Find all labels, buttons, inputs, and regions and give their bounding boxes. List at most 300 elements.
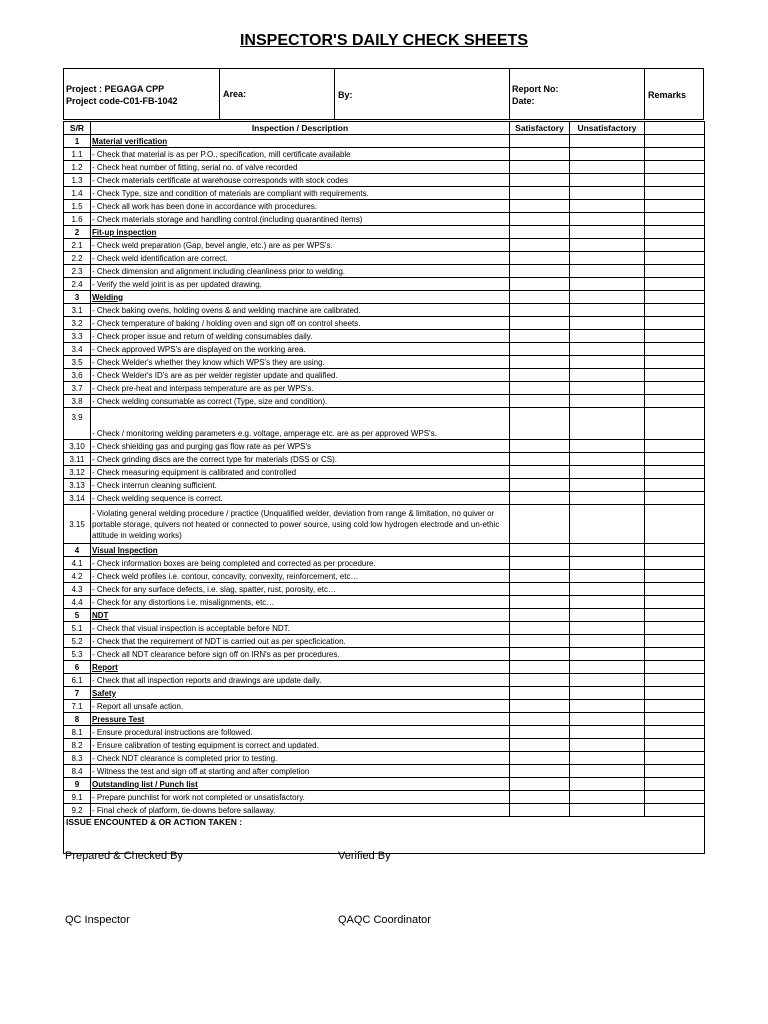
row-number: 3.5: [64, 356, 91, 369]
row-number: 2: [64, 226, 91, 239]
unsatisfactory-cell[interactable]: [570, 492, 645, 505]
remarks-cell[interactable]: [645, 674, 705, 687]
row-number: 2.1: [64, 239, 91, 252]
table-row: [64, 148, 705, 161]
unsatisfactory-cell[interactable]: [570, 739, 645, 752]
remarks-cell[interactable]: [645, 622, 705, 635]
remarks-cell[interactable]: [645, 226, 705, 239]
satisfactory-cell[interactable]: [510, 570, 570, 583]
satisfactory-cell[interactable]: [510, 265, 570, 278]
row-description: - Check all NDT clearance before sign off on IRN's as per procedures.: [91, 648, 510, 661]
unsatisfactory-cell[interactable]: [570, 674, 645, 687]
satisfactory-cell[interactable]: [510, 213, 570, 226]
table-row: [64, 791, 705, 804]
row-description: - Check dimension and alignment including cleanliness prior to welding.: [91, 265, 510, 278]
header-block: [63, 68, 704, 120]
row-number: 3.9: [64, 408, 91, 440]
row-description: - Check all work has been done in accordance with procedures.: [91, 200, 510, 213]
section-title-cell: [91, 291, 510, 304]
row-number: 9.1: [64, 791, 91, 804]
remarks-cell[interactable]: [645, 479, 705, 492]
remarks-cell[interactable]: [645, 440, 705, 453]
row-number: 4.4: [64, 596, 91, 609]
remarks-cell[interactable]: [645, 492, 705, 505]
unsatisfactory-cell[interactable]: [570, 713, 645, 726]
unsatisfactory-cell[interactable]: [570, 466, 645, 479]
unsatisfactory-cell[interactable]: [570, 252, 645, 265]
remarks-cell[interactable]: [645, 596, 705, 609]
unsatisfactory-cell[interactable]: [570, 161, 645, 174]
table-row: [64, 583, 705, 596]
row-number: 3.12: [64, 466, 91, 479]
table-row: [64, 596, 705, 609]
satisfactory-cell[interactable]: [510, 174, 570, 187]
row-description: - Check shielding gas and purging gas flow rate as per WPS's: [91, 440, 510, 453]
report-no-label: Report No:: [512, 84, 559, 94]
section-title: Visual Inspection: [92, 545, 158, 555]
satisfactory-cell[interactable]: [510, 466, 570, 479]
unsatisfactory-cell[interactable]: [570, 609, 645, 622]
table-row: [64, 466, 705, 479]
prepared-by-label: Prepared & Checked By: [65, 850, 184, 862]
unsatisfactory-cell[interactable]: [570, 317, 645, 330]
remarks-cell[interactable]: [645, 356, 705, 369]
satisfactory-cell[interactable]: [510, 804, 570, 817]
unsatisfactory-cell[interactable]: [570, 187, 645, 200]
satisfactory-cell[interactable]: [510, 278, 570, 291]
unsatisfactory-cell[interactable]: [570, 382, 645, 395]
row-description: - Prepare punchlist for work not completed or unsatisfactory.: [91, 791, 510, 804]
satisfactory-cell[interactable]: [510, 187, 570, 200]
section-title-cell: [91, 687, 510, 700]
remarks-cell[interactable]: [645, 291, 705, 304]
satisfactory-cell[interactable]: [510, 382, 570, 395]
table-row: [64, 648, 705, 661]
unsatisfactory-cell[interactable]: [570, 752, 645, 765]
satisfactory-cell[interactable]: [510, 161, 570, 174]
satisfactory-cell[interactable]: [510, 135, 570, 148]
row-description: - Check pre-heat and interpass temperature are as per WPS's.: [91, 382, 510, 395]
table-row: [64, 265, 705, 278]
row-description: - Check materials storage and handling control.(including quarantined items): [91, 213, 510, 226]
row-description: - Report all unsafe action.: [91, 700, 510, 713]
table-row: [64, 804, 705, 817]
satisfactory-cell[interactable]: [510, 687, 570, 700]
satisfactory-cell[interactable]: [510, 505, 570, 544]
project-name: Project : PEGAGA CPP: [66, 84, 165, 94]
row-description: - Final check of platform, tie-downs before sailaway.: [91, 804, 510, 817]
table-row: [64, 369, 705, 382]
row-description: - Violating general welding procedure / practice (Unqualified welder, deviation from range & limitation, no quiver or portable storage, quivers not heated or connected to power source, using cold low hydrogen electrode and un-ethic attitude in welding works): [91, 505, 510, 544]
unsatisfactory-cell[interactable]: [570, 291, 645, 304]
table-row: [64, 213, 705, 226]
remarks-cell[interactable]: [645, 544, 705, 557]
unsatisfactory-cell[interactable]: [570, 596, 645, 609]
report-cell: [510, 69, 645, 119]
row-number: 4.2: [64, 570, 91, 583]
table-row: [64, 700, 705, 713]
satisfactory-cell[interactable]: [510, 492, 570, 505]
section-row: [64, 713, 705, 726]
section-row: [64, 609, 705, 622]
date-label: Date:: [512, 96, 535, 106]
area-cell[interactable]: Area:: [220, 69, 335, 119]
unsatisfactory-cell[interactable]: [570, 622, 645, 635]
row-description: - Check weld preparation (Gap, bevel angle, etc.) are as per WPS's.: [91, 239, 510, 252]
row-number: 6: [64, 661, 91, 674]
remarks-cell[interactable]: [645, 765, 705, 778]
satisfactory-cell[interactable]: [510, 726, 570, 739]
remarks-cell[interactable]: [645, 713, 705, 726]
row-number: 9: [64, 778, 91, 791]
section-title: Pressure Test: [92, 714, 145, 724]
row-description: - Check that all inspection reports and drawings are update daily.: [91, 674, 510, 687]
issue-row: [64, 817, 705, 854]
remarks-cell[interactable]: [645, 557, 705, 570]
table-row: [64, 726, 705, 739]
remarks-cell[interactable]: [645, 187, 705, 200]
row-description: - Check that visual inspection is acceptable before NDT.: [91, 622, 510, 635]
table-row: [64, 674, 705, 687]
row-description: - Check weld identification are correct.: [91, 252, 510, 265]
satisfactory-cell[interactable]: [510, 752, 570, 765]
remarks-cell[interactable]: [645, 382, 705, 395]
unsatisfactory-cell[interactable]: [570, 395, 645, 408]
satisfactory-cell[interactable]: [510, 239, 570, 252]
table-row: [64, 304, 705, 317]
table-row: [64, 408, 705, 440]
remarks-cell[interactable]: [645, 161, 705, 174]
table-row: [64, 739, 705, 752]
verified-by-label: Verified By: [338, 850, 391, 862]
remarks-cell[interactable]: [645, 739, 705, 752]
unsatisfactory-header: Unsatisfactory: [570, 122, 645, 135]
by-cell[interactable]: By:: [335, 69, 510, 119]
unsatisfactory-cell[interactable]: [570, 687, 645, 700]
section-title: Fit-up inspection: [92, 227, 157, 237]
satisfactory-cell[interactable]: [510, 317, 570, 330]
row-number: 1.3: [64, 174, 91, 187]
unsatisfactory-cell[interactable]: [570, 278, 645, 291]
satisfactory-cell[interactable]: [510, 635, 570, 648]
table-row: [64, 252, 705, 265]
row-number: 3.7: [64, 382, 91, 395]
qaqc-coordinator-label: QAQC Coordinator: [338, 914, 431, 926]
table-row: [64, 492, 705, 505]
section-row: [64, 687, 705, 700]
table-row: [64, 635, 705, 648]
remarks-cell[interactable]: [645, 609, 705, 622]
remarks-cell[interactable]: [645, 265, 705, 278]
unsatisfactory-cell[interactable]: [570, 226, 645, 239]
row-description: - Check grinding discs are the correct type for materials (DSS or CS).: [91, 453, 510, 466]
remarks-cell[interactable]: [645, 148, 705, 161]
unsatisfactory-cell[interactable]: [570, 583, 645, 596]
remarks-header: Remarks: [648, 90, 687, 100]
row-number: 3: [64, 291, 91, 304]
satisfactory-cell[interactable]: [510, 291, 570, 304]
row-number: 1.2: [64, 161, 91, 174]
remarks-cell[interactable]: [645, 726, 705, 739]
satisfactory-cell[interactable]: [510, 674, 570, 687]
row-number: 8: [64, 713, 91, 726]
row-description: - Check Welder's ID's are as per welder register update and qualified.: [91, 369, 510, 382]
satisfactory-cell[interactable]: [510, 622, 570, 635]
row-number: 1.4: [64, 187, 91, 200]
remarks-cell[interactable]: [645, 791, 705, 804]
project-code: Project code-C01-FB-1042: [66, 96, 178, 106]
section-title-cell: [91, 135, 510, 148]
remarks-cell[interactable]: [645, 174, 705, 187]
unsatisfactory-cell[interactable]: [570, 557, 645, 570]
remarks-cell[interactable]: [645, 330, 705, 343]
table-row: [64, 453, 705, 466]
remarks-cell[interactable]: [645, 570, 705, 583]
unsatisfactory-cell[interactable]: [570, 174, 645, 187]
remarks-cell[interactable]: [645, 343, 705, 356]
unsatisfactory-cell[interactable]: [570, 700, 645, 713]
row-number: 8.2: [64, 739, 91, 752]
row-number: 3.11: [64, 453, 91, 466]
remarks-cell[interactable]: [645, 804, 705, 817]
row-number: 3.6: [64, 369, 91, 382]
table-row: [64, 622, 705, 635]
remarks-cell[interactable]: [645, 635, 705, 648]
remarks-cell[interactable]: [645, 752, 705, 765]
remarks-cell[interactable]: [645, 687, 705, 700]
remarks-cell[interactable]: [645, 505, 705, 544]
row-number: 3.14: [64, 492, 91, 505]
table-row: [64, 187, 705, 200]
section-title: Material verification: [92, 136, 168, 146]
remarks-cell[interactable]: [645, 778, 705, 791]
section-row: [64, 226, 705, 239]
row-description: - Check proper issue and return of welding consumables daily.: [91, 330, 510, 343]
row-number: 1.5: [64, 200, 91, 213]
unsatisfactory-cell[interactable]: [570, 648, 645, 661]
row-description: - Witness the test and sign off at starting and after completion: [91, 765, 510, 778]
table-row: [64, 557, 705, 570]
unsatisfactory-cell[interactable]: [570, 304, 645, 317]
satisfactory-cell[interactable]: [510, 226, 570, 239]
remarks-cell[interactable]: [645, 135, 705, 148]
description-header: Inspection / Description: [91, 122, 510, 135]
issue-field[interactable]: ISSUE ENCOUNTED & OR ACTION TAKEN :: [64, 817, 705, 854]
unsatisfactory-cell[interactable]: [570, 570, 645, 583]
remarks-cell[interactable]: [645, 369, 705, 382]
table-row: [64, 440, 705, 453]
row-description: - Check for any surface defects, i.e. slag, spatter, rust, porosity, etc…: [91, 583, 510, 596]
unsatisfactory-cell[interactable]: [570, 213, 645, 226]
table-row: [64, 382, 705, 395]
table-row: [64, 239, 705, 252]
satisfactory-cell[interactable]: [510, 648, 570, 661]
unsatisfactory-cell[interactable]: [570, 148, 645, 161]
row-description: - Check Welder's whether they know which WPS's they are using.: [91, 356, 510, 369]
section-title: NDT: [92, 610, 109, 620]
remarks-cell[interactable]: [645, 648, 705, 661]
row-number: 5.3: [64, 648, 91, 661]
satisfactory-cell[interactable]: [510, 596, 570, 609]
row-number: 1: [64, 135, 91, 148]
satisfactory-cell[interactable]: [510, 369, 570, 382]
table-row: [64, 570, 705, 583]
row-number: 4.1: [64, 557, 91, 570]
satisfactory-cell[interactable]: [510, 778, 570, 791]
row-number: 5.2: [64, 635, 91, 648]
row-number: 8.4: [64, 765, 91, 778]
satisfactory-cell[interactable]: [510, 440, 570, 453]
row-description: - Check weld profiles i.e. contour, concavity, convexity, reinforcement, etc…: [91, 570, 510, 583]
satisfactory-cell[interactable]: [510, 479, 570, 492]
qc-inspector-label: QC Inspector: [65, 914, 130, 926]
satisfactory-cell[interactable]: [510, 583, 570, 596]
unsatisfactory-cell[interactable]: [570, 453, 645, 466]
satisfactory-cell[interactable]: [510, 148, 570, 161]
section-title: Welding: [92, 292, 123, 302]
table-row: [64, 278, 705, 291]
unsatisfactory-cell[interactable]: [570, 544, 645, 557]
satisfactory-cell[interactable]: [510, 356, 570, 369]
unsatisfactory-cell[interactable]: [570, 265, 645, 278]
unsatisfactory-cell[interactable]: [570, 726, 645, 739]
row-number: 8.3: [64, 752, 91, 765]
row-description: - Check / monitoring welding parameters e.g. voltage, amperage etc. are as per approved WPS's.: [91, 408, 510, 440]
row-description: - Check NDT clearance is completed prior to testing.: [91, 752, 510, 765]
row-description: - Check measuring equipment is calibrated and controlled: [91, 466, 510, 479]
row-description: - Check approved WPS's are displayed on the working area.: [91, 343, 510, 356]
remarks-cell[interactable]: [645, 395, 705, 408]
table-row: [64, 765, 705, 778]
row-number: 2.4: [64, 278, 91, 291]
row-description: - Check that the requirement of NDT is carried out as per specficication.: [91, 635, 510, 648]
satisfactory-cell[interactable]: [510, 700, 570, 713]
satisfactory-cell[interactable]: [510, 609, 570, 622]
remarks-cell[interactable]: [645, 661, 705, 674]
unsatisfactory-cell[interactable]: [570, 343, 645, 356]
remarks-cell[interactable]: [645, 408, 705, 440]
unsatisfactory-cell[interactable]: [570, 440, 645, 453]
satisfactory-cell[interactable]: [510, 739, 570, 752]
checklist-table: [63, 121, 705, 854]
table-row: [64, 200, 705, 213]
section-title-cell: [91, 661, 510, 674]
table-row: [64, 395, 705, 408]
table-row: [64, 330, 705, 343]
remarks-cell[interactable]: [645, 453, 705, 466]
remarks-cell[interactable]: [645, 239, 705, 252]
unsatisfactory-cell[interactable]: [570, 505, 645, 544]
remarks-cell[interactable]: [645, 317, 705, 330]
table-row: [64, 174, 705, 187]
satisfactory-cell[interactable]: [510, 765, 570, 778]
satisfactory-cell[interactable]: [510, 408, 570, 440]
unsatisfactory-cell[interactable]: [570, 330, 645, 343]
remarks-cell[interactable]: [645, 213, 705, 226]
unsatisfactory-cell[interactable]: [570, 200, 645, 213]
satisfactory-cell[interactable]: [510, 330, 570, 343]
table-row: [64, 356, 705, 369]
unsatisfactory-cell[interactable]: [570, 135, 645, 148]
row-number: 7.1: [64, 700, 91, 713]
section-row: [64, 135, 705, 148]
row-number: 2.2: [64, 252, 91, 265]
row-number: 3.3: [64, 330, 91, 343]
section-title-cell: [91, 713, 510, 726]
row-number: 5.1: [64, 622, 91, 635]
sr-header: S/R: [64, 122, 91, 135]
table-row: [64, 505, 705, 544]
remarks-cell[interactable]: [645, 583, 705, 596]
section-title-cell: [91, 778, 510, 791]
table-header-row: [64, 122, 705, 135]
row-description: - Check welding consumable as correct (Type, size and condition).: [91, 395, 510, 408]
row-number: 4.3: [64, 583, 91, 596]
satisfactory-cell[interactable]: [510, 395, 570, 408]
satisfactory-cell[interactable]: [510, 343, 570, 356]
row-number: 3.10: [64, 440, 91, 453]
row-description: - Check materials certificate at warehouse corresponds with stock codes: [91, 174, 510, 187]
row-description: - Verify the weld joint is as per updated drawing.: [91, 278, 510, 291]
table-row: [64, 343, 705, 356]
remarks-cell[interactable]: [645, 278, 705, 291]
remarks-cell[interactable]: [645, 700, 705, 713]
row-number: 4: [64, 544, 91, 557]
unsatisfactory-cell[interactable]: [570, 479, 645, 492]
satisfactory-cell[interactable]: [510, 713, 570, 726]
section-row: [64, 544, 705, 557]
section-title: Outstanding list / Punch list: [92, 779, 198, 789]
remarks-cell[interactable]: [645, 466, 705, 479]
remarks-cell[interactable]: [645, 200, 705, 213]
satisfactory-header: Satisfactory: [510, 122, 570, 135]
section-title-cell: [91, 609, 510, 622]
unsatisfactory-cell[interactable]: [570, 661, 645, 674]
satisfactory-cell[interactable]: [510, 661, 570, 674]
satisfactory-cell[interactable]: [510, 200, 570, 213]
remarks-cell[interactable]: [645, 304, 705, 317]
satisfactory-cell[interactable]: [510, 791, 570, 804]
unsatisfactory-cell[interactable]: [570, 804, 645, 817]
unsatisfactory-cell[interactable]: [570, 239, 645, 252]
section-title-cell: [91, 226, 510, 239]
row-number: 2.3: [64, 265, 91, 278]
row-description: - Check information boxes are being completed and corrected as per procedure.: [91, 557, 510, 570]
row-number: 9.2: [64, 804, 91, 817]
unsatisfactory-cell[interactable]: [570, 765, 645, 778]
row-description: - Check welding sequence is correct.: [91, 492, 510, 505]
row-number: 3.1: [64, 304, 91, 317]
unsatisfactory-cell[interactable]: [570, 791, 645, 804]
satisfactory-cell[interactable]: [510, 557, 570, 570]
unsatisfactory-cell[interactable]: [570, 408, 645, 440]
satisfactory-cell[interactable]: [510, 304, 570, 317]
row-number: 6.1: [64, 674, 91, 687]
satisfactory-cell[interactable]: [510, 252, 570, 265]
page-title: INSPECTOR'S DAILY CHECK SHEETS: [239, 32, 528, 49]
unsatisfactory-cell[interactable]: [570, 356, 645, 369]
unsatisfactory-cell[interactable]: [570, 778, 645, 791]
satisfactory-cell[interactable]: [510, 453, 570, 466]
unsatisfactory-cell[interactable]: [570, 369, 645, 382]
remarks-cell[interactable]: [645, 252, 705, 265]
remarks-column-header: [645, 122, 705, 135]
satisfactory-cell[interactable]: [510, 544, 570, 557]
project-cell: [64, 69, 220, 119]
row-number: 3.15: [64, 505, 91, 544]
row-description: - Check heat number of fitting, serial no. of valve recorded: [91, 161, 510, 174]
unsatisfactory-cell[interactable]: [570, 635, 645, 648]
